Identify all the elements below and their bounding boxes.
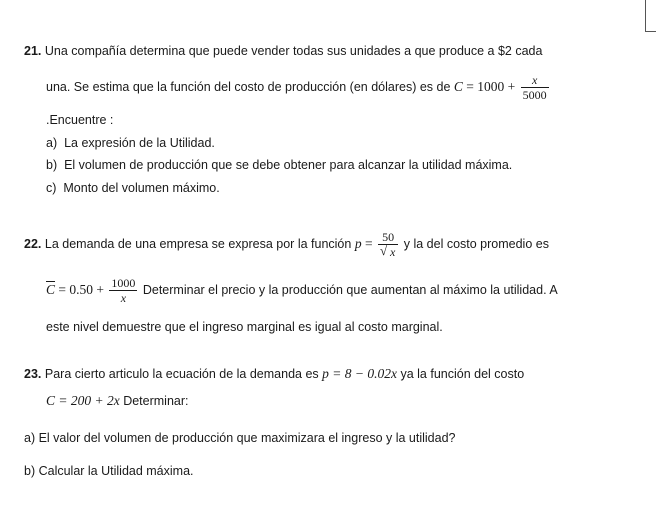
page-corner-mark bbox=[645, 0, 656, 32]
problem-21-formula-eq: = 1000 + bbox=[462, 79, 519, 94]
problem-21-item-b bbox=[46, 157, 512, 173]
problem-21-text-1: Una compañía determina que puede vender todas sus unidades a que produce a $2 cada bbox=[44, 44, 543, 58]
problem-21-item-c bbox=[46, 180, 220, 196]
problem-23-text-1: Para cierto articulo la ecuación de la demanda es bbox=[44, 367, 319, 381]
problem-21-formula-lhs: C bbox=[453, 79, 463, 94]
problem-21-line-2 bbox=[46, 72, 551, 102]
problem-22-cbar-eq: = 0.50 + bbox=[55, 282, 108, 297]
problem-22-line-2 bbox=[46, 274, 558, 306]
problem-21-fraction bbox=[521, 73, 549, 102]
problem-21-number: 21. bbox=[24, 44, 42, 58]
problem-23-item-b: b) Calcular la Utilidad máxima. bbox=[24, 464, 194, 478]
item-label: b) bbox=[46, 158, 58, 172]
problem-22-text-2: Determinar el precio y la producción que aumentan al máximo la utilidad. A bbox=[142, 283, 558, 297]
item-label: a) bbox=[46, 136, 58, 150]
problem-23-text-1-tail: ya la función del costo bbox=[400, 367, 525, 381]
problem-23-line-1 bbox=[24, 366, 524, 382]
problem-22-frac2-num: 1000 bbox=[111, 276, 136, 291]
problem-22-frac-num: 50 bbox=[382, 230, 395, 245]
problem-23-text-2: Determinar: bbox=[123, 394, 189, 408]
problem-22-number: 22. bbox=[24, 237, 42, 251]
problem-22-formula-p: p bbox=[354, 236, 362, 251]
problem-22-cbar: $\overline{C}$ bbox=[46, 282, 56, 297]
problem-22-fraction-2 bbox=[109, 276, 137, 305]
problem-22-line-1 bbox=[24, 228, 549, 260]
problem-21-frac-num: x bbox=[531, 73, 538, 88]
problem-21-item-a bbox=[46, 135, 215, 151]
problem-21-line-1 bbox=[24, 43, 542, 59]
problem-21-line-3: .Encuentre : bbox=[46, 113, 114, 127]
problem-22-formula-eq: = bbox=[361, 236, 376, 251]
problem-21-frac-den: 5000 bbox=[522, 88, 547, 103]
item-text: El volumen de producción que se debe obtener para alcanzar la utilidad máxima. bbox=[64, 158, 513, 172]
item-text: La expresión de la Utilidad. bbox=[64, 136, 215, 150]
problem-22-text-1: La demanda de una empresa se expresa por la función bbox=[44, 237, 352, 251]
problem-23-item-a: a) El valor del volumen de producción que maximizara el ingreso y la utilidad? bbox=[24, 431, 456, 445]
problem-22-frac-den bbox=[378, 244, 398, 259]
problem-21-text-2: una. Se estima que la función del costo de producción (en dólares) es de bbox=[46, 80, 451, 94]
item-label: c) bbox=[46, 181, 57, 195]
problem-23-formula-2: C = 200 + 2x bbox=[46, 393, 120, 408]
problem-23-formula: p = 8 − 0.02x bbox=[322, 366, 397, 381]
sqrt-symbol bbox=[380, 245, 396, 259]
problem-23-line-2 bbox=[46, 393, 189, 409]
problem-22-fraction bbox=[378, 230, 398, 259]
item-text: Monto del volumen máximo. bbox=[63, 181, 220, 195]
problem-22-text-1-tail: y la del costo promedio es bbox=[403, 237, 549, 251]
sqrt-radicand: x bbox=[389, 245, 396, 260]
problem-22-line-3: este nivel demuestre que el ingreso marginal es igual al costo marginal. bbox=[46, 320, 443, 334]
problem-23-number: 23. bbox=[24, 367, 42, 381]
problem-22-frac2-den: x bbox=[109, 290, 137, 305]
